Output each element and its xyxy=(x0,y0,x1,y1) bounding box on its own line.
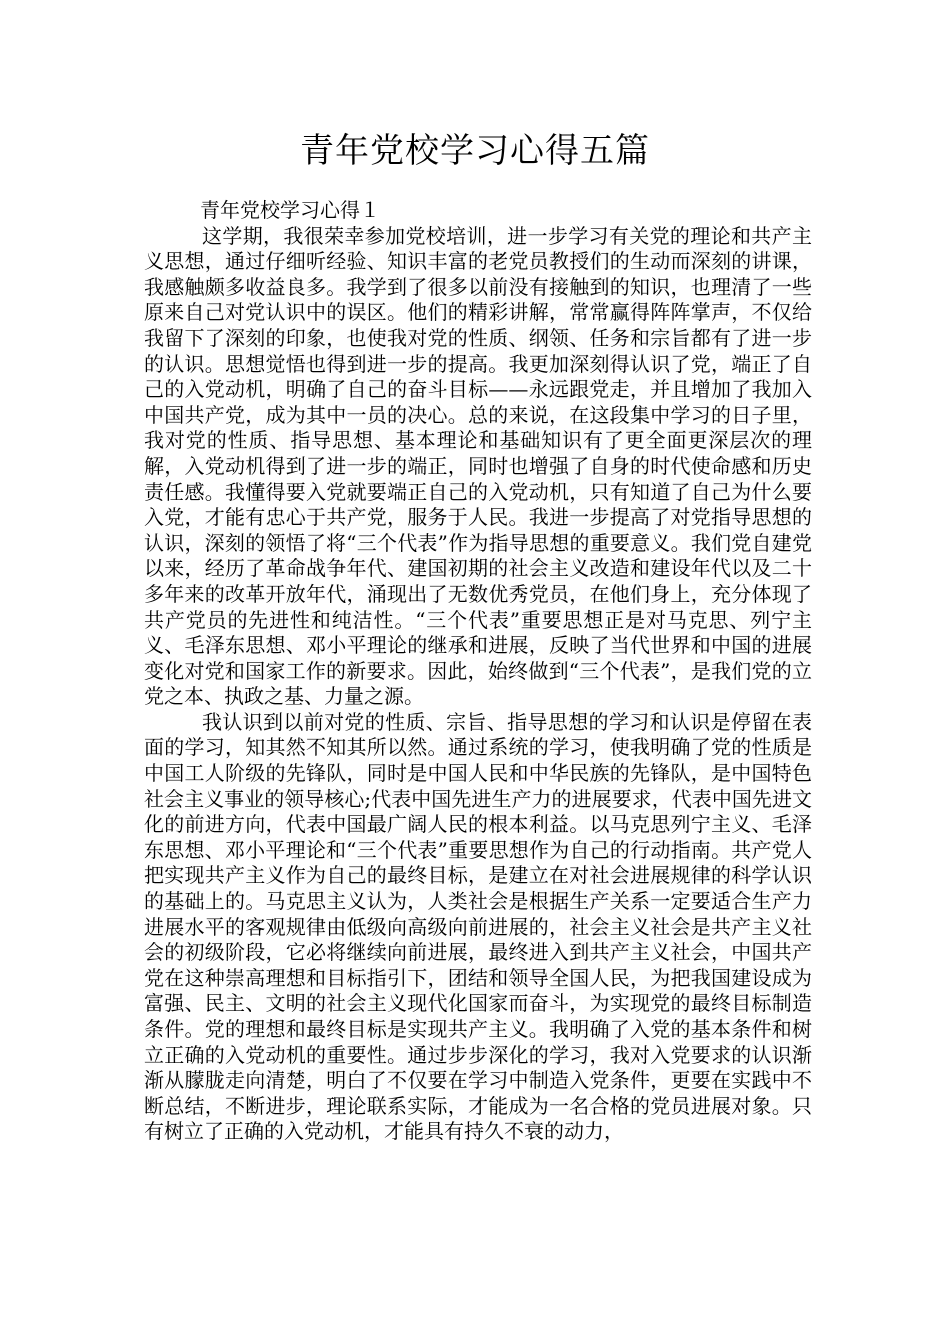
document-body xyxy=(144,198,812,1145)
document-title: 青年党校学习心得五篇 xyxy=(300,131,650,171)
paragraph-2: 我认识到以前对党的性质、宗旨、指导思想的学习和认识是停留在表面的学习，知其然不知其所以然。通过系统的学习，使我明确了党的性质是中国工人阶级的先锋队，同时是中国人民和中华民族的先锋队，是中国特色社会主义事业的领导核心;代表中国先进生产力的进展要求，代表中国先进文化的前进方向，代表中国最广阔人民的根本利益。以马克思列宁主义、毛泽东思想、邓小平理论和“三个代表”重要思想作为自己的行动指南。共产党人把实现共产主义作为自己的最终目标，是建立在对社会进展规律的科学认识的基础上的。马克思主义认为，人类社会是根据生产关系一定要适合生产力进展水平的客观规律由低级向高级向前进展的，社会主义社会是共产主义社会的初级阶段，它必将继续向前进展，最终进入到共产主义社会，中国共产党在这种崇高理想和目标指引下，团结和领导全国人民，为把我国建设成为富强、民主、文明的社会主义现代化国家而奋斗，为实现党的最终目标制造条件。党的理想和最终目标是实现共产主义。我明确了入党的基本条件和树立正确的入党动机的重要性。通过步步深化的学习，我对入党要求的认识渐渐从朦胧走向清楚，明白了不仅要在学习中制造入党条件，更要在实践中不断总结，不断进步，理论联系实际，才能成为一名合格的党员进展对象。只有树立了正确的入党动机，才能具有持久不衰的动力， xyxy=(144,709,812,1144)
section-heading: 青年党校学习心得１ xyxy=(200,198,380,222)
paragraph-1: 这学期，我很荣幸参加党校培训，进一步学习有关党的理论和共产主义思想，通过仔细听经验、知识丰富的老党员教授们的生动而深刻的讲课，我感触颇多收益良多。我学到了很多以前没有接触到的知识，也理清了一些原来自己对党认识中的误区。他们的精彩讲解，常常赢得阵阵掌声，不仅给我留下了深刻的印象，也使我对党的性质、纲领、任务和宗旨都有了进一步的认识。思想觉悟也得到进一步的提高。我更加深刻得认识了党，端正了自己的入党动机，明确了自己的奋斗目标——永远跟党走，并且增加了我加入中国共产党，成为其中一员的决心。总的来说，在这段集中学习的日子里，我对党的性质、指导思想、基本理论和基础知识有了更全面更深层次的理解，入党动机得到了进一步的端正，同时也增强了自身的时代使命感和历史责任感。我懂得要入党就要端正自己的入党动机，只有知道了自己为什么要入党，才能有忠心于共产党，服务于人民。我进一步提高了对党指导思想的认识，深刻的领悟了将“三个代表”作为指导思想的重要意义。我们党自建党以来，经历了革命战争年代、建国初期的社会主义改造和建设年代以及二十多年来的改革开放年代，涌现出了无数优秀党员，在他们身上，充分体现了共产党员的先进性和纯洁性。“三个代表”重要思想正是对马克思、列宁主义、毛泽东思想、邓小平理论的继承和进展，反映了当代世界和中国的进展变化对党和国家工作的新要求。因此，始终做到“三个代表”，是我们党的立党之本、执政之基、力量之源。 xyxy=(144,223,812,709)
